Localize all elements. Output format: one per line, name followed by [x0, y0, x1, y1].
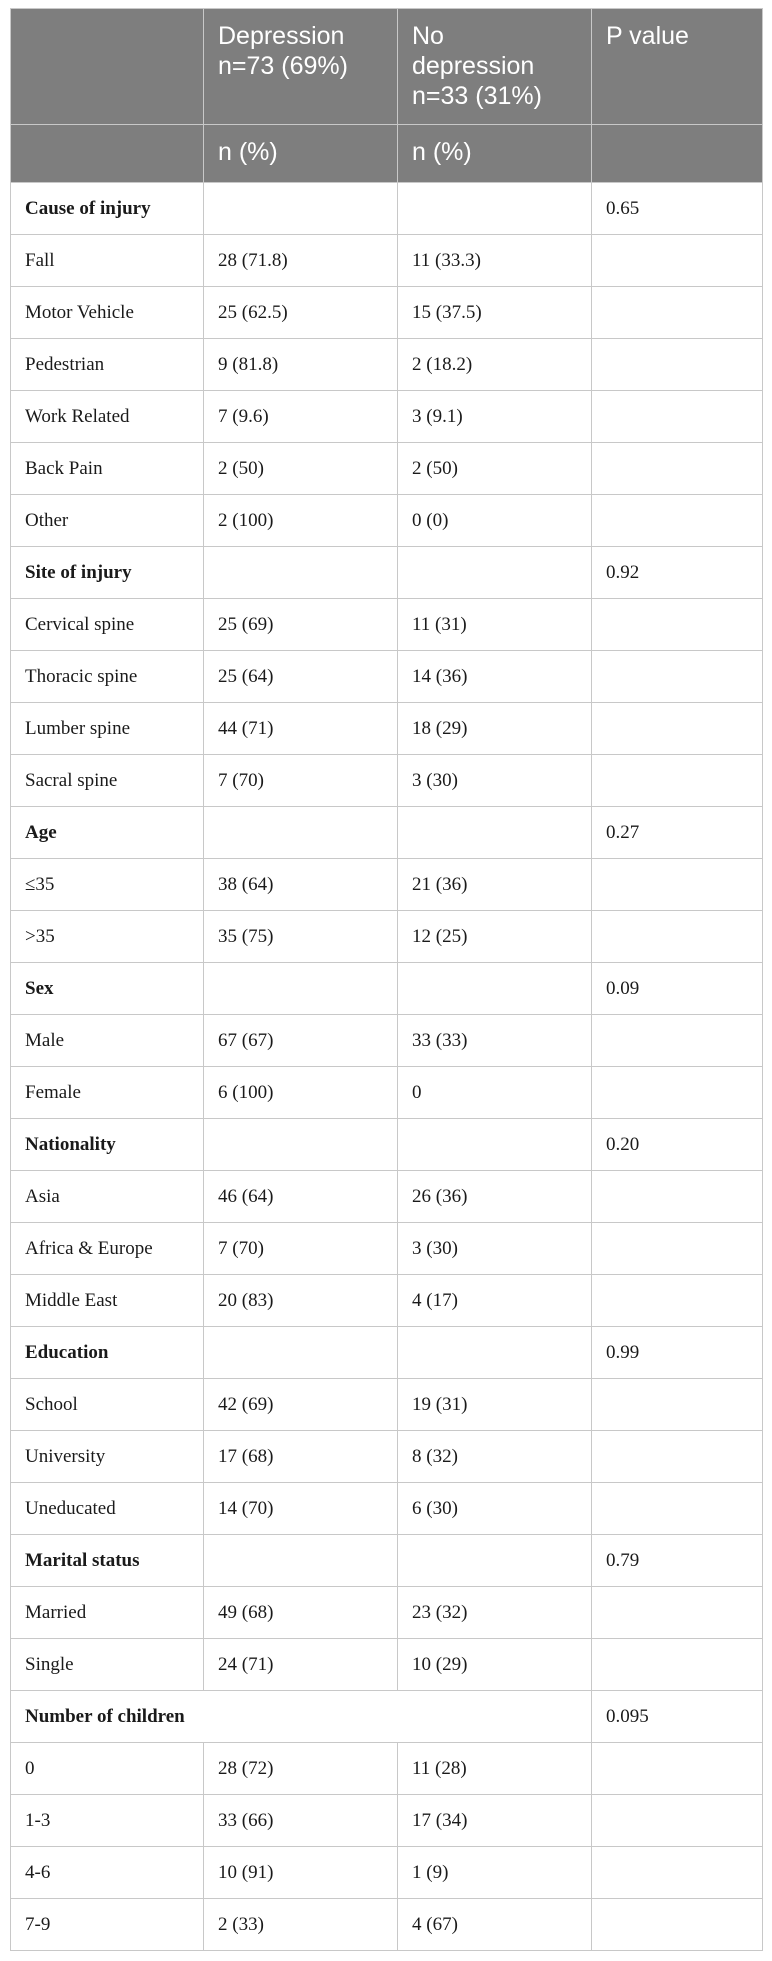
- cell-label: Single: [11, 1639, 204, 1691]
- cell-p-value: [592, 651, 763, 703]
- header-row-1: [11, 9, 763, 125]
- table-row: [11, 339, 763, 391]
- table-row: [11, 1847, 763, 1899]
- table-row: [11, 287, 763, 339]
- cell-label: Cause of injury: [11, 183, 204, 235]
- subheader-cell-p-value: [592, 125, 763, 183]
- cell-p-value: [592, 1743, 763, 1795]
- cell-label: 7-9: [11, 1899, 204, 1951]
- table-row: [11, 235, 763, 287]
- cell-no-depression: 0 (0): [398, 495, 592, 547]
- group-row: [11, 1119, 763, 1171]
- table-row: [11, 1015, 763, 1067]
- cell-depression: 28 (71.8): [204, 235, 398, 287]
- group-row: [11, 963, 763, 1015]
- table-row: [11, 1379, 763, 1431]
- cell-p-value: [592, 443, 763, 495]
- cell-no-depression: 4 (17): [398, 1275, 592, 1327]
- cell-depression: 10 (91): [204, 1847, 398, 1899]
- subheader-cell-label: [11, 125, 204, 183]
- cell-no-depression: 10 (29): [398, 1639, 592, 1691]
- table-row: [11, 1743, 763, 1795]
- cell-depression: [204, 807, 398, 859]
- table-row: [11, 1795, 763, 1847]
- table-row: [11, 1171, 763, 1223]
- cell-depression: 14 (70): [204, 1483, 398, 1535]
- table-row: [11, 495, 763, 547]
- group-row: [11, 1327, 763, 1379]
- cell-no-depression: 14 (36): [398, 651, 592, 703]
- table-row: [11, 1223, 763, 1275]
- cell-p-value: 0.99: [592, 1327, 763, 1379]
- cell-no-depression: [398, 1535, 592, 1587]
- cell-p-value: [592, 703, 763, 755]
- cell-no-depression: 3 (9.1): [398, 391, 592, 443]
- cell-depression: 25 (62.5): [204, 287, 398, 339]
- table-row: [11, 1431, 763, 1483]
- cell-depression: 28 (72): [204, 1743, 398, 1795]
- cell-label: Other: [11, 495, 204, 547]
- cell-no-depression: 19 (31): [398, 1379, 592, 1431]
- cell-depression: 42 (69): [204, 1379, 398, 1431]
- cell-depression: 6 (100): [204, 1067, 398, 1119]
- cell-depression: 67 (67): [204, 1015, 398, 1067]
- cell-p-value: [592, 1431, 763, 1483]
- cell-no-depression: 2 (18.2): [398, 339, 592, 391]
- cell-p-value: [592, 1015, 763, 1067]
- cell-label: Marital status: [11, 1535, 204, 1587]
- cell-p-value: [592, 1067, 763, 1119]
- cell-label: Sacral spine: [11, 755, 204, 807]
- group-row: [11, 1535, 763, 1587]
- cell-p-value: [592, 235, 763, 287]
- cell-no-depression: 0: [398, 1067, 592, 1119]
- cell-label: Fall: [11, 235, 204, 287]
- table-row: [11, 651, 763, 703]
- table-body: [11, 183, 763, 1951]
- cell-depression: 2 (33): [204, 1899, 398, 1951]
- cell-label: School: [11, 1379, 204, 1431]
- cell-label: Back Pain: [11, 443, 204, 495]
- cell-label: Age: [11, 807, 204, 859]
- cell-no-depression: 4 (67): [398, 1899, 592, 1951]
- table-row: [11, 755, 763, 807]
- cell-p-value: [592, 1899, 763, 1951]
- cell-no-depression: [398, 183, 592, 235]
- cell-no-depression: 18 (29): [398, 703, 592, 755]
- cell-label: Sex: [11, 963, 204, 1015]
- cell-depression: 49 (68): [204, 1587, 398, 1639]
- header-cell-depression: Depression n=73 (69%): [204, 9, 398, 125]
- cell-no-depression: 11 (33.3): [398, 235, 592, 287]
- cell-no-depression: 12 (25): [398, 911, 592, 963]
- cell-label: Thoracic spine: [11, 651, 204, 703]
- table-row: [11, 859, 763, 911]
- cell-depression: 2 (50): [204, 443, 398, 495]
- cell-p-value: [592, 1639, 763, 1691]
- subheader-cell-depression: n (%): [204, 125, 398, 183]
- cell-label: Asia: [11, 1171, 204, 1223]
- cell-p-value: [592, 859, 763, 911]
- cell-depression: 7 (70): [204, 1223, 398, 1275]
- cell-label: Work Related: [11, 391, 204, 443]
- cell-depression: 46 (64): [204, 1171, 398, 1223]
- cell-p-value: [592, 911, 763, 963]
- cell-label: Cervical spine: [11, 599, 204, 651]
- table-row: [11, 1275, 763, 1327]
- cell-p-value: [592, 1847, 763, 1899]
- cell-no-depression: 8 (32): [398, 1431, 592, 1483]
- cell-label: Education: [11, 1327, 204, 1379]
- subheader-cell-no-depression: n (%): [398, 125, 592, 183]
- cell-p-value: 0.92: [592, 547, 763, 599]
- group-row: [11, 547, 763, 599]
- table-row: [11, 1483, 763, 1535]
- cell-label: >35: [11, 911, 204, 963]
- cell-label: Middle East: [11, 1275, 204, 1327]
- cell-p-value: 0.20: [592, 1119, 763, 1171]
- cell-p-value: 0.095: [592, 1691, 763, 1743]
- cell-label: Female: [11, 1067, 204, 1119]
- cell-p-value: 0.65: [592, 183, 763, 235]
- cell-depression: 24 (71): [204, 1639, 398, 1691]
- group-row: [11, 183, 763, 235]
- cell-p-value: [592, 755, 763, 807]
- cell-no-depression: 3 (30): [398, 755, 592, 807]
- header-row-2: [11, 125, 763, 183]
- cell-p-value: 0.09: [592, 963, 763, 1015]
- group-row: [11, 1691, 763, 1743]
- cell-p-value: 0.27: [592, 807, 763, 859]
- cell-no-depression: 6 (30): [398, 1483, 592, 1535]
- cell-label: Pedestrian: [11, 339, 204, 391]
- table-row: [11, 1899, 763, 1951]
- cell-depression: [204, 1535, 398, 1587]
- cell-no-depression: 26 (36): [398, 1171, 592, 1223]
- cell-depression: 25 (69): [204, 599, 398, 651]
- cell-p-value: [592, 1275, 763, 1327]
- cell-no-depression: [398, 547, 592, 599]
- cell-p-value: [592, 495, 763, 547]
- cell-no-depression: 23 (32): [398, 1587, 592, 1639]
- cell-label: Nationality: [11, 1119, 204, 1171]
- table-row: [11, 599, 763, 651]
- cell-no-depression: 33 (33): [398, 1015, 592, 1067]
- cell-no-depression: [398, 1327, 592, 1379]
- cell-no-depression: [398, 1119, 592, 1171]
- cell-p-value: [592, 1379, 763, 1431]
- table-row: [11, 703, 763, 755]
- cell-depression: [204, 183, 398, 235]
- cell-no-depression: 11 (31): [398, 599, 592, 651]
- cell-p-value: [592, 339, 763, 391]
- cell-p-value: [592, 1587, 763, 1639]
- cell-no-depression: 21 (36): [398, 859, 592, 911]
- cell-no-depression: 3 (30): [398, 1223, 592, 1275]
- table-header: [11, 9, 763, 183]
- cell-p-value: [592, 287, 763, 339]
- cell-label: Africa & Europe: [11, 1223, 204, 1275]
- table-row: [11, 1639, 763, 1691]
- cell-depression: 7 (70): [204, 755, 398, 807]
- cell-no-depression: [398, 807, 592, 859]
- cell-depression: 33 (66): [204, 1795, 398, 1847]
- cell-depression: 25 (64): [204, 651, 398, 703]
- cell-depression: 2 (100): [204, 495, 398, 547]
- cell-label: Motor Vehicle: [11, 287, 204, 339]
- cell-p-value: [592, 391, 763, 443]
- cell-depression: [204, 547, 398, 599]
- cell-depression: 44 (71): [204, 703, 398, 755]
- group-row: [11, 807, 763, 859]
- cell-label: 1-3: [11, 1795, 204, 1847]
- cell-p-value: [592, 1483, 763, 1535]
- cell-depression: 20 (83): [204, 1275, 398, 1327]
- table-row: [11, 1067, 763, 1119]
- cell-label: Site of injury: [11, 547, 204, 599]
- cell-p-value: [592, 1171, 763, 1223]
- cell-no-depression: 2 (50): [398, 443, 592, 495]
- cell-depression: [204, 1327, 398, 1379]
- cell-depression: 35 (75): [204, 911, 398, 963]
- cell-depression: [204, 963, 398, 1015]
- cell-label: Lumber spine: [11, 703, 204, 755]
- cell-no-depression: 1 (9): [398, 1847, 592, 1899]
- depression-table: [10, 8, 763, 1951]
- table-row: [11, 1587, 763, 1639]
- cell-label: Married: [11, 1587, 204, 1639]
- cell-depression: 7 (9.6): [204, 391, 398, 443]
- cell-depression: 17 (68): [204, 1431, 398, 1483]
- table-row: [11, 443, 763, 495]
- cell-no-depression: 15 (37.5): [398, 287, 592, 339]
- cell-label: Uneducated: [11, 1483, 204, 1535]
- header-cell-no-depression: No depression n=33 (31%): [398, 9, 592, 125]
- table-row: [11, 911, 763, 963]
- cell-label: Male: [11, 1015, 204, 1067]
- header-cell-p-value: P value: [592, 9, 763, 125]
- cell-no-depression: 11 (28): [398, 1743, 592, 1795]
- cell-label: 4-6: [11, 1847, 204, 1899]
- cell-p-value: 0.79: [592, 1535, 763, 1587]
- header-cell-label: [11, 9, 204, 125]
- cell-label: ≤35: [11, 859, 204, 911]
- cell-label: University: [11, 1431, 204, 1483]
- table-row: [11, 391, 763, 443]
- cell-no-depression: [398, 963, 592, 1015]
- cell-p-value: [592, 1795, 763, 1847]
- cell-depression: 9 (81.8): [204, 339, 398, 391]
- cell-label: 0: [11, 1743, 204, 1795]
- cell-no-depression: 17 (34): [398, 1795, 592, 1847]
- cell-depression: 38 (64): [204, 859, 398, 911]
- cell-depression: [204, 1119, 398, 1171]
- cell-p-value: [592, 599, 763, 651]
- cell-label: Number of children: [11, 1691, 592, 1743]
- cell-p-value: [592, 1223, 763, 1275]
